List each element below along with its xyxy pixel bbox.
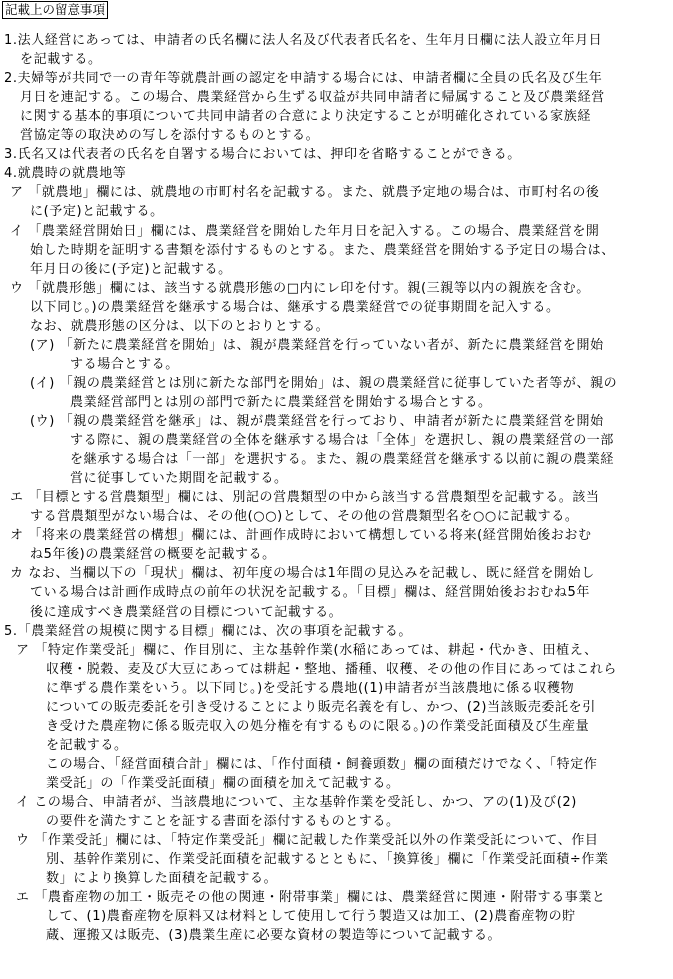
text-line: (イ) 「親の農業経営とは別に新たな部門を開始」は、親の農業経営に従事していた者等が、親の xyxy=(30,375,618,391)
text-line: する際に、親の農業経営の全体を継承する場合は「全体」を選択し、親の農業経営の一部 xyxy=(70,433,615,449)
text-line: イ 「農業経営開始日」欄には、農業経営を開始した年月日を記入する。この場合、農業経営を開 xyxy=(10,223,600,239)
text-line: (ア) 「新たに農業経営を開始」は、親が農業経営を行っていない者が、新たに農業経営を開始 xyxy=(30,337,604,353)
text-line: 数」により換算した面積を記載する。 xyxy=(46,871,278,887)
text-line: 農業経営部門とは別の部門で新たに農業経営を開始する場合とする。 xyxy=(70,394,492,410)
text-line: 年月日の後に(予定)と記載する。 xyxy=(30,261,232,277)
text-line: 月日を連記する。この場合、農業経営から生ずる収益が共同申請者に帰属すること及び農業経営 xyxy=(20,90,605,106)
text-line: オ 「将来の農業経営の構想」欄には、計画作成時において構想している将来(経営開始後おおむ xyxy=(10,528,592,544)
page-title: 記載上の留意事項 xyxy=(2,1,108,19)
text-line: する営農類型がない場合は、その他(○○)として、その他の営農類型名を○○に記載する。 xyxy=(30,509,579,525)
text-line: (ウ) 「親の農業経営を継承」は、親が農業経営を行っており、申請者が新たに農業経営を開始 xyxy=(30,414,604,429)
text-line: なお、就農形態の区分は、以下のとおりとする。 xyxy=(30,318,330,334)
text-line: エ 「農畜産物の加工・販売その他の関連・附帯事業」欄には、農業経営に関連・附帯する事業と xyxy=(16,890,606,906)
text-line: 以下同じ。)の農業経営を継承する場合は、継承する農業経営での従事期間を記入する。 xyxy=(30,299,560,315)
text-line: 営に従事していた期間を記載する。 xyxy=(70,471,288,487)
text-line: して、(1)農畜産物を原料又は材料として使用して行う製造又は加工、(2)農畜産物の貯 xyxy=(46,909,576,925)
text-line: エ 「目標とする営農類型」欄には、別記の営農類型の中から該当する営農類型を記載する。該当 xyxy=(10,490,600,506)
text-line: カ なお、当欄以下の「現状」欄は、初年度の場合は1年間の見込みを記載し、既に経営を開始し xyxy=(10,566,595,582)
text-line: この場合、「経営面積合計」欄には、「作付面積・飼養頭数」欄の面積だけでなく、「特定作 xyxy=(46,756,598,772)
text-line: 業受託」の「作業受託面積」欄の面積を加えて記載する。 xyxy=(46,775,400,791)
text-line: 収穫・脱穀、麦及び大豆にあっては耕起・整地、播種、収穫、その他の作目にあってはこれら xyxy=(46,661,617,677)
text-line: ね5年後)の農業経営の概要を記載する。 xyxy=(30,547,276,563)
text-line: 営協定等の取決めの写しを添付するものとする。 xyxy=(20,128,320,144)
text-line: を記載する。 xyxy=(20,52,102,68)
text-line: ア 「就農地」欄には、就農地の市町村名を記載する。また、就農予定地の場合は、市町村名の後 xyxy=(10,185,600,201)
text-line: 5.「農業経営の規模に関する目標」欄には、次の事項を記載する。 xyxy=(4,623,413,639)
text-line: 4.就農時の就農地等 xyxy=(4,166,127,182)
text-line: ア 「特定作業受託」欄に、作目別に、主な基幹作業(水稲にあっては、耕起・代かき、田植え、 xyxy=(16,642,598,658)
text-line: き受けた農産物に係る販売収入の処分権を有するものに限る。)の作業受託面積及び生産量 xyxy=(46,718,590,734)
text-line: ウ 「作業受託」欄には、「特定作業受託」欄に記載した作業受託以外の作業受託について、作目 xyxy=(16,833,599,849)
text-line: の要件を満たすことを証する書面を添付するものとする。 xyxy=(46,814,400,830)
text-line: 2.夫婦等が共同で一の青年等就農計画の認定を申請する場合には、申請者欄に全員の氏名及び生年 xyxy=(4,71,603,87)
text-line: ている場合は計画作成時点の前年の状況を記載する。「目標」欄は、経営開始後おおむね5年 xyxy=(30,585,590,601)
text-line: 別、基幹作業別に、作業受託面積を記載するとともに、「換算後」欄に「作業受託面積÷作業 xyxy=(46,852,609,868)
text-line: 始した時期を証明する書類を添付するものとする。また、農業経営を開始する予定日の場合は、 xyxy=(30,242,615,258)
text-line: を記載する。 xyxy=(46,737,128,753)
text-line: に準ずる農作業をいう。以下同じ。)を受託する農地((1)申請者が当該農地に係る収穫物 xyxy=(46,680,575,696)
text-line: イ この場合、申請者が、当該農地について、主な基幹作業を受託し、かつ、アの(1)及び(2) xyxy=(16,795,577,810)
text-line: 蔵、運搬又は販売、(3)農業生産に必要な資材の製造等について記載する。 xyxy=(46,928,502,944)
text-line: に(予定)と記載する。 xyxy=(30,204,164,220)
text-line: 3.氏名又は代表者の氏名を自署する場合においては、押印を省略することができる。 xyxy=(4,147,521,163)
text-line: 1.法人経営にあっては、申請者の氏名欄に法人名及び代表者氏名を、生年月日欄に法人設立年月日 xyxy=(4,33,603,48)
text-line: に関する基本的事項について共同申請者の合意により決定することが明確化されている家族経 xyxy=(20,109,591,125)
text-line: を継承する場合は「一部」を選択する。また、親の農業経営を継承する以前に親の農業経 xyxy=(70,452,615,468)
text-line: 後に達成すべき農業経営の目標について記載する。 xyxy=(30,604,343,620)
text-line: ウ 「就農形態」欄には、該当する就農形態の□内にレ印を付す。親(三親等以内の親族を含む。 xyxy=(10,280,590,296)
text-line: についての販売委託を引き受けることにより販売名義を有し、かつ、(2)当該販売委託を引 xyxy=(46,699,596,715)
text-line: する場合とする。 xyxy=(70,356,179,372)
